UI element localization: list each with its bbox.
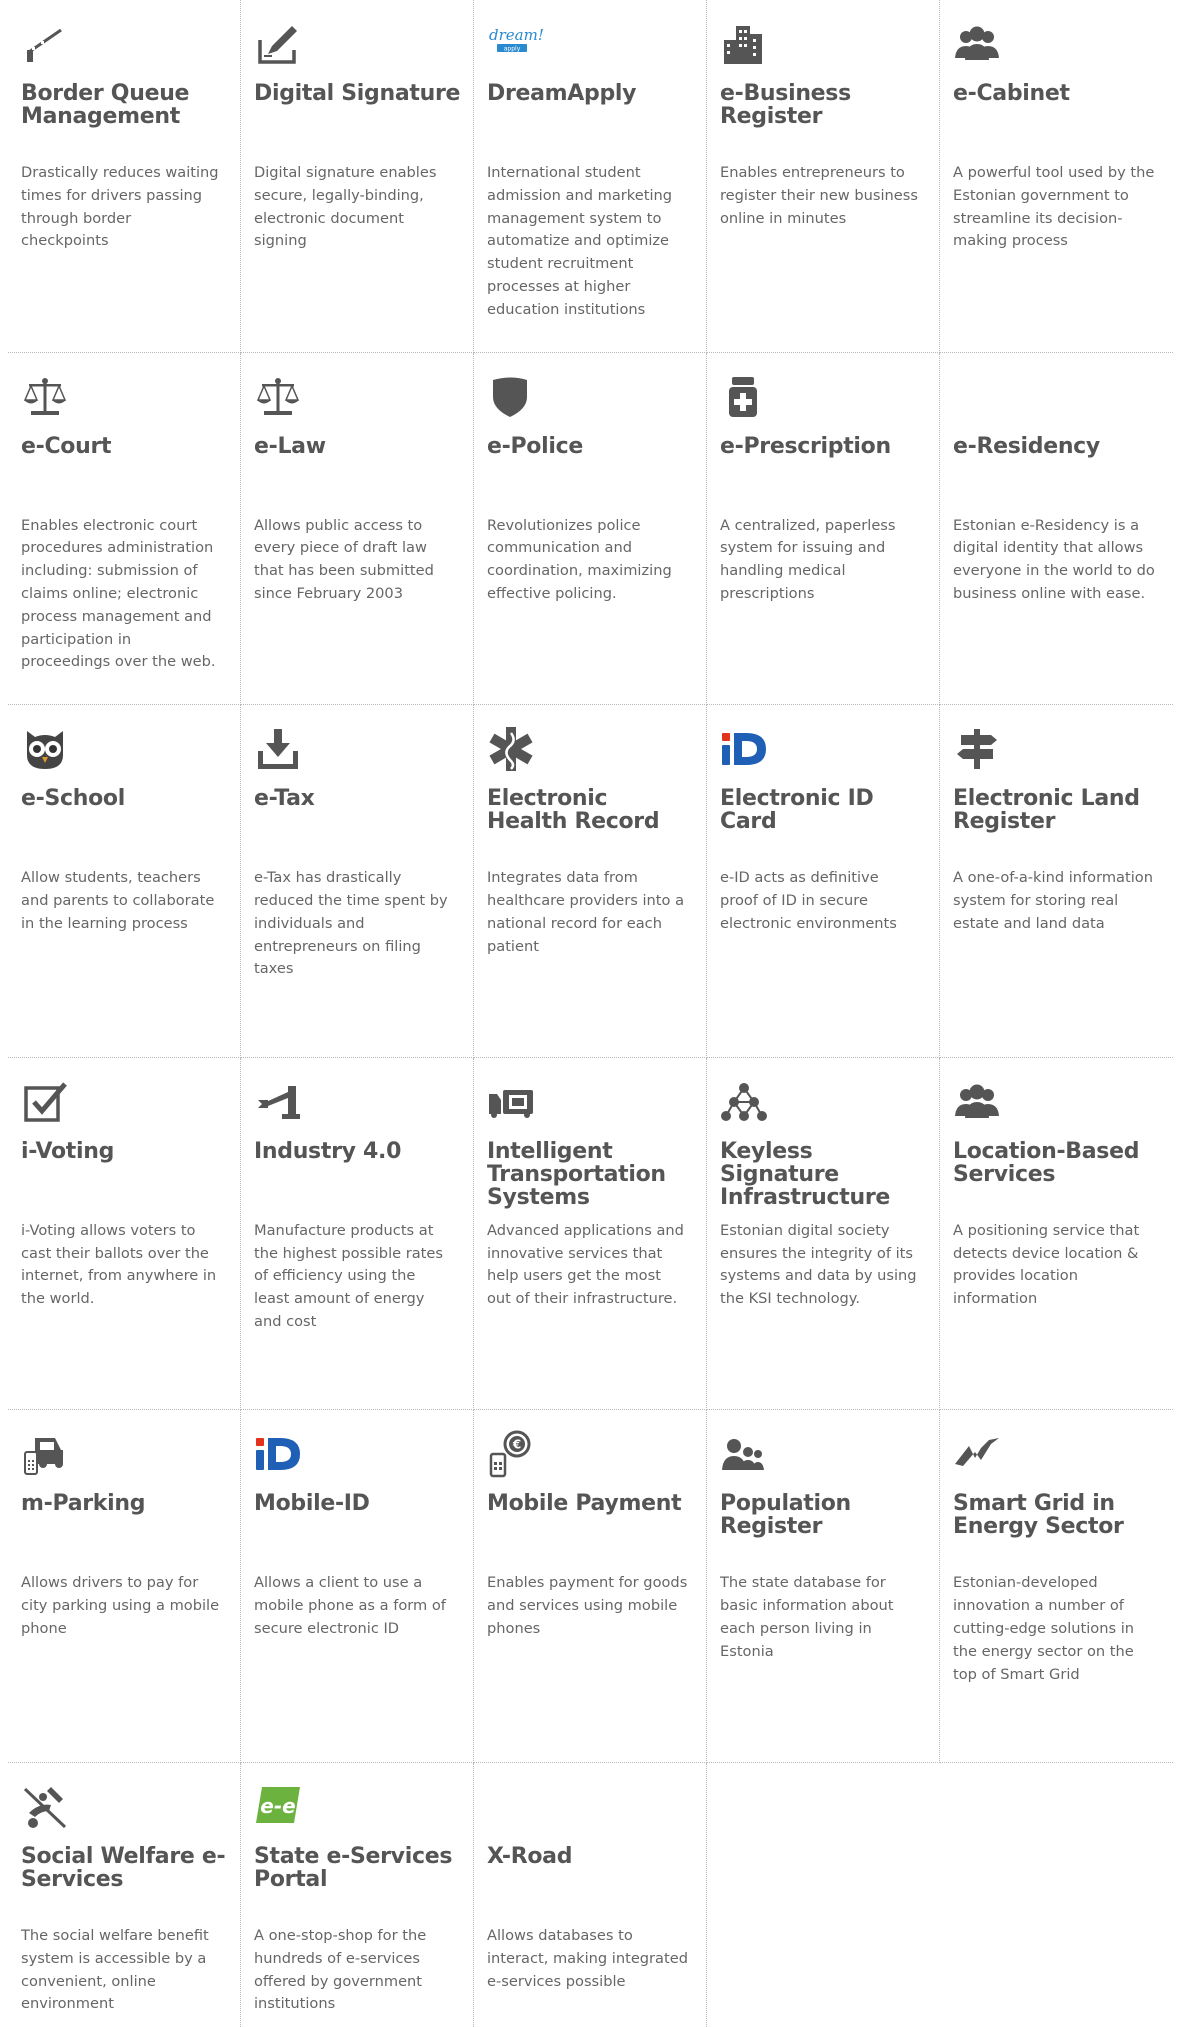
- signature-icon: [254, 20, 302, 68]
- service-tile-electronic-id-card[interactable]: [707, 705, 940, 1058]
- people-icon: [953, 20, 1001, 68]
- buildings-icon: [720, 20, 768, 68]
- service-tile-intelligent-transportation-systems[interactable]: [474, 1058, 707, 1411]
- service-tile-e-court[interactable]: [8, 353, 241, 706]
- service-tile-e-business-register[interactable]: [707, 0, 940, 353]
- service-title[interactable]: Smart Grid in Energy Sector: [953, 1491, 1124, 1540]
- service-description: Integrates data from healthcare providers into a national record for each patient: [487, 869, 685, 955]
- car-phone-icon: [21, 1430, 69, 1478]
- service-title[interactable]: e-Police: [487, 433, 583, 459]
- phone-euro-icon: [487, 1430, 535, 1478]
- truck-chip-icon: [487, 1078, 535, 1126]
- service-description: Estonian digital society ensures the integrity of its systems and data by using the KSI technology.: [720, 1221, 917, 1308]
- dreamapply-logo-sub: apply: [503, 45, 521, 53]
- service-tile-e-cabinet[interactable]: [940, 0, 1173, 353]
- population-icon: [720, 1430, 768, 1478]
- service-description: Digital signature enables secure, legally-binding, electronic document signing: [254, 164, 437, 250]
- ee-logo-icon: [254, 1783, 302, 1831]
- service-description: A one-stop-shop for the hundreds of e-services offered by government institutions: [254, 1926, 427, 2013]
- service-description: i-Voting allows voters to cast their ballots over the internet, from anywhere in the world.: [21, 1221, 217, 1308]
- service-title[interactable]: Electronic ID Card: [720, 786, 874, 835]
- service-tile-e-law[interactable]: [241, 353, 474, 706]
- service-description: Estonian-developed innovation a number of cutting-edge solutions in the energy sector on the top of Smart Grid: [953, 1574, 1135, 1683]
- scales-icon: [254, 373, 302, 421]
- service-title[interactable]: Population Register: [720, 1491, 851, 1540]
- service-tile-smart-grid-in-energy-sector[interactable]: [940, 1410, 1173, 1763]
- service-title[interactable]: m-Parking: [21, 1491, 146, 1517]
- service-title[interactable]: Mobile Payment: [487, 1491, 682, 1517]
- service-title[interactable]: e-Residency: [953, 433, 1100, 459]
- empty-cell: [707, 1763, 940, 2027]
- signpost-icon: [953, 725, 1001, 773]
- service-description: A powerful tool used by the Estonian government to streamline its decision-making process: [953, 164, 1155, 250]
- shield-icon: [487, 373, 535, 421]
- star-of-life-icon: [487, 725, 535, 773]
- service-title[interactable]: e-Tax: [254, 786, 315, 812]
- service-title[interactable]: i-Voting: [21, 1138, 115, 1164]
- id-logo-icon: [720, 725, 768, 773]
- service-description: Enables payment for goods and services using mobile phones: [487, 1574, 688, 1637]
- service-tile-state-e-services-portal[interactable]: [241, 1763, 474, 2027]
- empty-cell: [940, 1763, 1173, 2027]
- service-tile-population-register[interactable]: [707, 1410, 940, 1763]
- service-tile-location-based-services[interactable]: [940, 1058, 1173, 1411]
- service-tile-keyless-signature-infrastructure[interactable]: [707, 1058, 940, 1411]
- pill-bottle-icon: [720, 373, 768, 421]
- lightning-icon: [953, 1430, 1001, 1478]
- service-tile-digital-signature[interactable]: [241, 0, 474, 353]
- service-tile-electronic-health-record[interactable]: [474, 705, 707, 1058]
- ee-logo-text: e-e: [260, 1793, 296, 1818]
- service-description: Revolutionizes police communication and coordination, maximizing effective policing.: [487, 516, 672, 602]
- service-title[interactable]: Social Welfare e-Services: [21, 1843, 226, 1892]
- scales-icon: [21, 373, 69, 421]
- service-description: Drastically reduces waiting times for drivers passing through border checkpoints: [21, 164, 219, 250]
- service-description: Allows public access to every piece of draft law that has been submitted since February 2003: [254, 516, 434, 602]
- icon-placeholder: [487, 1783, 535, 1831]
- service-title[interactable]: Electronic Health Record: [487, 786, 660, 835]
- service-tile-e-police[interactable]: [474, 353, 707, 706]
- owl-icon: [21, 725, 69, 773]
- service-description: International student admission and marketing management system to automatize and optimize student recruitment processes at higher education institutions: [487, 164, 673, 318]
- service-description: e-Tax has drastically reduced the time spent by individuals and entrepreneurs on filing taxes: [254, 869, 448, 978]
- service-title[interactable]: e-Prescription: [720, 433, 891, 459]
- service-title[interactable]: Electronic Land Register: [953, 786, 1140, 835]
- service-description: Allows databases to interact, making integrated e-services possible: [487, 1926, 688, 1990]
- service-title[interactable]: X-Road: [487, 1843, 573, 1869]
- service-tile-social-welfare-e-services[interactable]: [8, 1763, 241, 2027]
- service-title[interactable]: Keyless Signature Infrastructure: [720, 1138, 891, 1210]
- service-description: Manufacture products at the highest possible rates of efficiency using the least amount of energy and cost: [254, 1221, 443, 1330]
- service-title[interactable]: DreamApply: [487, 81, 637, 106]
- svg-text:€: €: [512, 1437, 522, 1452]
- service-title[interactable]: e-Court: [21, 433, 112, 459]
- service-title[interactable]: Mobile-ID: [254, 1491, 370, 1517]
- service-tile-e-tax[interactable]: [241, 705, 474, 1058]
- service-tile-e-school[interactable]: [8, 705, 241, 1058]
- service-description: Enables entrepreneurs to register their new business online in minutes: [720, 164, 918, 227]
- dreamapply-logo-text: dream!: [489, 26, 544, 44]
- service-description: The state database for basic information about each person living in Estonia: [720, 1574, 894, 1660]
- service-tile-e-prescription[interactable]: [707, 353, 940, 706]
- service-tile-x-road[interactable]: [474, 1763, 707, 2027]
- service-title[interactable]: Digital Signature: [254, 81, 461, 106]
- service-tile-e-residency[interactable]: [940, 353, 1173, 706]
- service-title[interactable]: e-Cabinet: [953, 81, 1070, 106]
- service-title[interactable]: e-Business Register: [720, 81, 851, 129]
- service-title[interactable]: Industry 4.0: [254, 1138, 402, 1164]
- service-tile-electronic-land-register[interactable]: [940, 705, 1173, 1058]
- service-description: Allow students, teachers and parents to collaborate in the learning process: [21, 869, 215, 932]
- service-tile-mobile-id[interactable]: [241, 1410, 474, 1763]
- service-description: The social welfare benefit system is accessible by a convenient, online environment: [21, 1926, 209, 2013]
- service-tile-industry-4-0[interactable]: [241, 1058, 474, 1411]
- service-tile-i-voting[interactable]: [8, 1058, 241, 1411]
- welfare-icon: [21, 1783, 69, 1831]
- checkbox-icon: [21, 1078, 69, 1126]
- icon-placeholder: [953, 373, 1001, 421]
- download-tray-icon: [254, 725, 302, 773]
- service-description: Allows drivers to pay for city parking using a mobile phone: [21, 1574, 220, 1637]
- service-description: A one-of-a-kind information system for storing real estate and land data: [953, 869, 1153, 932]
- service-title[interactable]: e-Law: [254, 433, 326, 459]
- service-description: A positioning service that detects device location & provides location information: [953, 1221, 1140, 1308]
- service-description: Estonian e-Residency is a digital identity that allows everyone in the world to do business online with ease.: [953, 516, 1155, 602]
- service-tile-m-parking[interactable]: [8, 1410, 241, 1763]
- service-title[interactable]: Intelligent Transportation Systems: [487, 1138, 666, 1210]
- service-description: Allows a client to use a mobile phone as a form of secure electronic ID: [254, 1574, 446, 1637]
- service-tile-border-queue-management[interactable]: [8, 0, 241, 353]
- service-description: A centralized, paperless system for issuing and handling medical prescriptions: [720, 516, 896, 602]
- service-description: e-ID acts as definitive proof of ID in secure electronic environments: [720, 869, 897, 932]
- service-tile-dreamapply[interactable]: [474, 0, 707, 353]
- service-title[interactable]: e-School: [21, 786, 125, 812]
- service-description: Advanced applications and innovative services that help users get the most out of their infrastructure.: [487, 1221, 684, 1308]
- id-logo-icon: [254, 1430, 302, 1478]
- network-dots-icon: [720, 1078, 768, 1126]
- barrier-icon: [21, 20, 69, 68]
- dreamapply-logo: [487, 20, 544, 68]
- robot-arm-icon: [254, 1078, 302, 1126]
- service-title[interactable]: Border Queue Management: [21, 81, 190, 129]
- service-title[interactable]: Location-Based Services: [953, 1138, 1140, 1187]
- service-title[interactable]: State e-Services Portal: [254, 1843, 453, 1892]
- service-tile-mobile-payment[interactable]: [474, 1410, 707, 1763]
- service-description: Enables electronic court procedures administration including: submission of claims online; electronic process management and participation in proceedings over the web.: [21, 516, 216, 671]
- people-icon: [953, 1078, 1001, 1126]
